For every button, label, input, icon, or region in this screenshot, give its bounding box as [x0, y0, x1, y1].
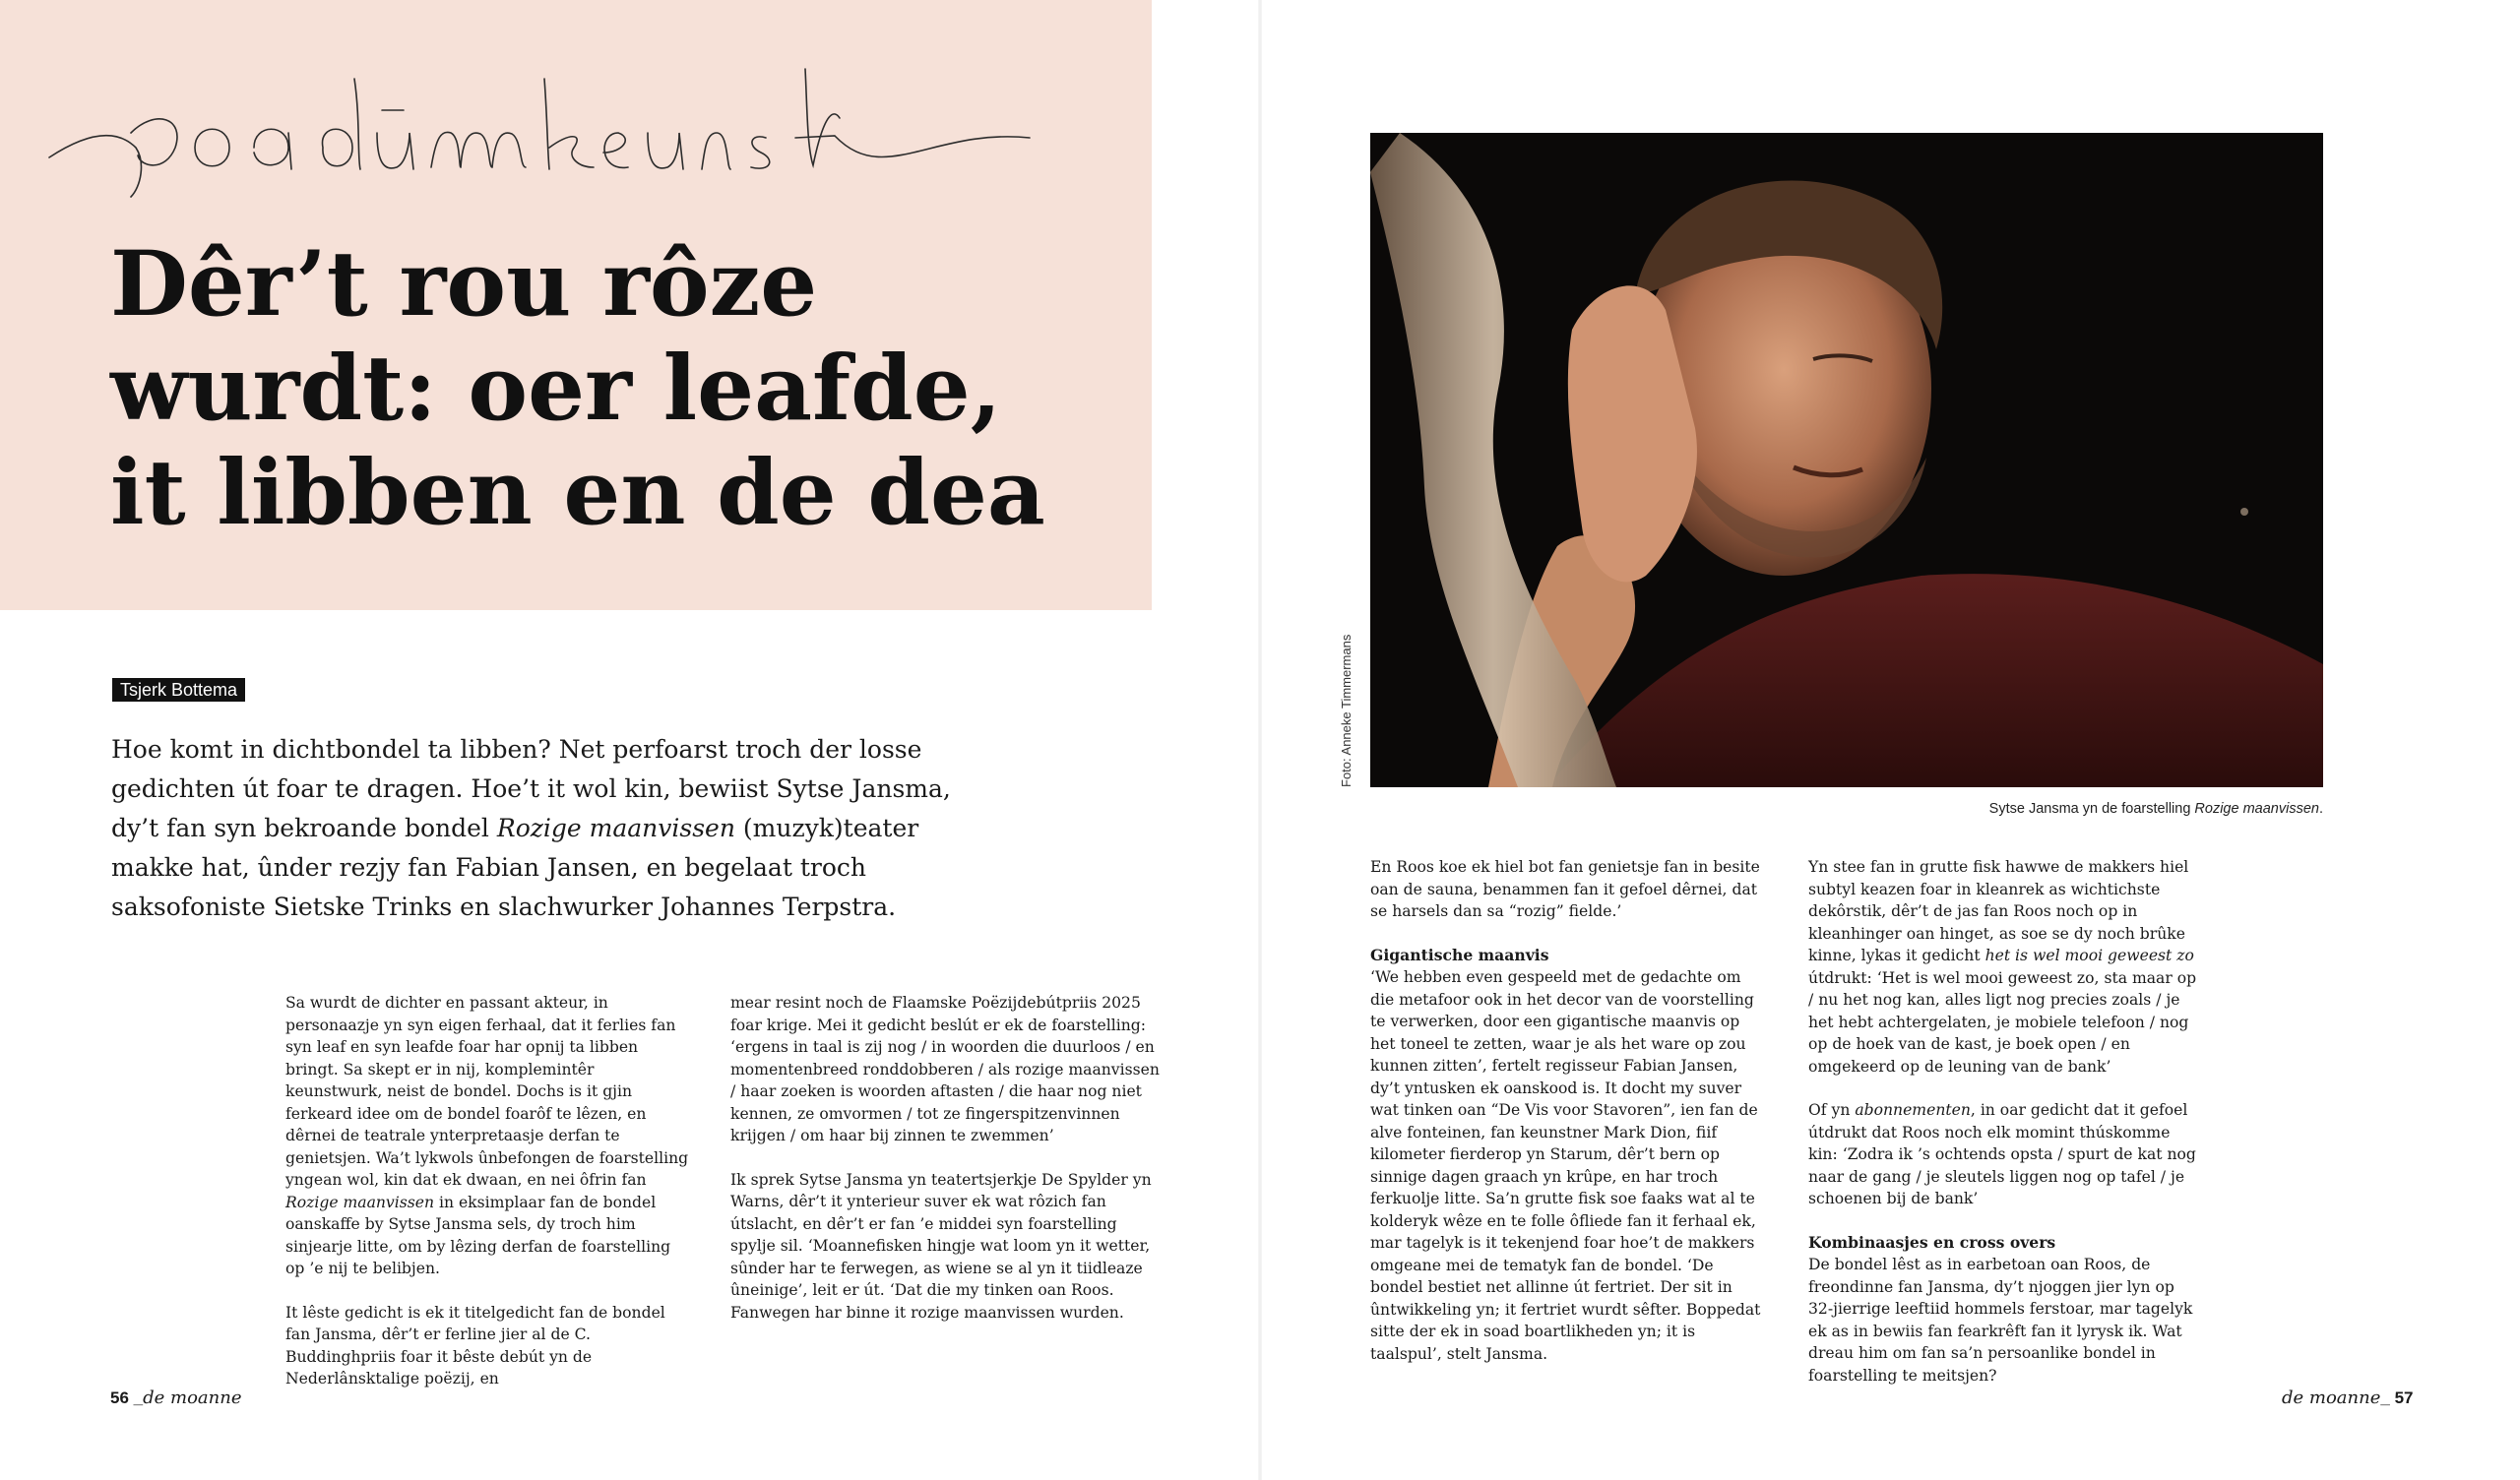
- photo-credit: Foto: Anneke Timmermans: [1339, 634, 1354, 787]
- photo-caption: [1959, 801, 2323, 817]
- subheading: Kombinaasjes en cross overs: [1808, 1232, 2056, 1252]
- caption-end: .: [2318, 801, 2323, 817]
- intro-paragraph: [111, 730, 977, 927]
- folio-left: [110, 1388, 242, 1408]
- text: útdrukt: ‘Het is wel mooi geweest zo, sta maar op / nu het nog kan, alles ligt nog precies zoals / je het hebt achtergelaten, je mobiele telefoon / nog op de hoek van de kast, je boek open / en omgekeerd op de leuning van de bank’: [1808, 968, 2197, 1076]
- intro-text-1: Hoe komt in dichtbondel ta libben? Net perfoarst troch der losse gedichten út foar te dragen. Hoe’t it wol kin, bewiist Sytse Jansma, dy’t fan syn bekroande bondel: [111, 735, 951, 842]
- intro-book-title: Rozige maanvissen: [496, 814, 735, 842]
- headline-line-3: it libben en de dea: [110, 441, 1045, 545]
- folio-separator: _: [133, 1388, 144, 1407]
- paragraph: [1808, 1099, 2202, 1210]
- text: Of yn: [1808, 1101, 1856, 1119]
- folio-separator: _: [2380, 1388, 2390, 1407]
- body-column-2: [730, 992, 1164, 1324]
- folio-right: [2282, 1388, 2414, 1408]
- text: Sa wurdt de dichter en passant akteur, in personaazje yn syn eigen ferhaal, dat it ferlies fan syn leaf en syn leafde foar har opnij ta libben bringt. Sa skept er in nij, komplemintêr keunstwurk, neist de bondel. Dochs is it gjin ferkeard idee om de bondel foarôf te lêzen, en dêrnei de teatrale ynterpretaasje derfan te genietsjen. Wa’t lykwols ûnbefongen de foarstelling yngean wol, kin dat ek dwaan, en nei ôfrin fan: [285, 994, 689, 1189]
- poem-title: het is wel mooi geweest zo: [1984, 947, 2194, 964]
- text: , in oar gedicht dat it gefoel útdrukt dat Roos noch elk momint thúskomme kin: ‘Zodra ik ’s ochtends opsta / spurt de kat nog naar de gang / je sleutels liggen nog op tafel / je schoenen bij de bank’: [1808, 1101, 2196, 1207]
- headline: [110, 232, 1114, 545]
- paragraph: De bondel lêst as in earbetoan oan Roos, de freondinne fan Jansma, dy’t njoggen jier lyn op 32-jierrige leeftiid hommels ferstoar, mar tagelyk ek as in bewiis fan fearkrêft fan it lyrysk ik. Wat dreau him om fan sa’n persoanlike bondel in foarstelling te meitsjen?: [1808, 1256, 2193, 1385]
- photo: [1370, 133, 2323, 787]
- magazine-name: de moanne: [2282, 1388, 2381, 1408]
- body-column-4: [1808, 856, 2202, 1387]
- text: Yn stee fan in grutte fisk hawwe de makkers hiel subtyl keazen foar in kleanrek as wichtichste dekôrstik, dêr’t de jas fan Roos noch op in kleanhinger oan hinget, as soe se dy noch brûke kinne, lykas it gedicht: [1808, 858, 2189, 964]
- headline-line-2: wurdt: oer leafde,: [110, 337, 1002, 441]
- headline-line-1: Dêr’t rou rôze: [110, 232, 818, 337]
- paragraph: [285, 992, 689, 1280]
- paragraph: mear resint noch de Flaamske Poëzijdebútpriis 2025 foar krige. Mei it gedicht beslút er ek de foarstelling: ‘ergens in taal is zij nog / in woorden die duurloos / en momentenbreed ronddobberen / als rozige maanvissen / haar zoeken is woorden aftasten / die haar nog niet kennen, ze omvormen / tot ze fingerspitzenvinnen krijgen / om haar bij zinnen te zwemmen’: [730, 994, 1160, 1144]
- poem-title: abonnementen: [1855, 1101, 1971, 1119]
- actor-photo: [1370, 133, 2323, 787]
- subheading: Gigantische maanvis: [1370, 945, 1549, 964]
- caption-title: Rozige maanvissen: [2194, 801, 2319, 817]
- book-title: Rozige maanvissen: [285, 1193, 434, 1211]
- body-column-3: [1370, 856, 1764, 1365]
- paragraph: ‘We hebben even gespeeld met de gedachte om die metafoor ook in het decor van de voorstelling te verwerken, door een gigantische maanvis op het toneel te zetten, waar je als het ware op zou kunnen zitten’, fertelt regisseur Fabian Jansen, dy’t yntusken ek oanskood is. It docht my suver wat tinken oan “De Vis voor Stavoren”, ien fan de alve fonteinen, fan keunstner Mark Dion, fiif kilometer fierderop yn Starum, dêr’t bern op sinnige dagen graach yn krûpe, en har troch ferkuolje litte. Sa’n grutte fisk soe faaks wat al te kolderyk wêze en te folle ôfliede fan it ferhaal ek, mar tagelyk is it tekenjend foar hoe’t de makkers omgeane mei de tematyk fan de bondel. ‘De bondel bestiet net allinne út fertriet. Der sit in ûntwikkeling yn; it fertriet wurdt sêfter. Boppedat sitte der ek in soad boartlikheden yn; it is taalspul’, stelt Jansma.: [1370, 968, 1761, 1363]
- page-number: 56: [110, 1388, 129, 1407]
- paragraph: [1808, 856, 2202, 1078]
- page-gutter: [1258, 0, 1262, 1480]
- body-column-1: [285, 992, 689, 1390]
- page-number: 57: [2394, 1388, 2414, 1407]
- caption-text: Sytse Jansma yn de foarstelling: [1988, 801, 2195, 817]
- intro-text-2: (muzyk)teater makke hat, ûnder rezjy fan Fabian Jansen, en begelaat troch saksofoniste Sietske Trinks en slachwurker Johannes Terpstra.: [111, 814, 919, 921]
- paragraph: It lêste gedicht is ek it titelgedicht fan de bondel fan Jansma, dêr’t er ferline jier al de C. Buddinghpriis foar it bêste debút yn de Nederlânsktalige poëzij, en: [285, 1303, 665, 1388]
- author-byline: Tsjerk Bottema: [112, 678, 245, 702]
- section-label: [47, 39, 1032, 216]
- paragraph: En Roos koe ek hiel bot fan genietsje fan in besite oan de sauna, benammen fan it gefoel dêrnei, dat se harsels dan sa “rozig” fielde.’: [1370, 858, 1760, 920]
- text: in eksimplaar fan de bondel oanskaffe by Sytse Jansma sels, dy troch him sinjearje litte, om by lêzing derfan de foarstelling op ’e nij te belibjen.: [285, 1193, 671, 1277]
- magazine-name: de moanne: [143, 1388, 242, 1408]
- paragraph: Ik sprek Sytse Jansma yn teatertsjerkje De Spylder yn Warns, dêr’t it ynterieur suver ek wat rôzich fan útslacht, en dêr’t er fan ’e middei syn foarstelling spylje sil. ‘Moannefisken hingje wat loom yn it wetter, sûnder har te ferwegen, as wiene se al yn it tiidleaze ûneinige’, leit er út. ‘Dat die my tinken oan Roos. Fanwegen har binne it rozige maanvissen wurden.: [730, 1170, 1152, 1322]
